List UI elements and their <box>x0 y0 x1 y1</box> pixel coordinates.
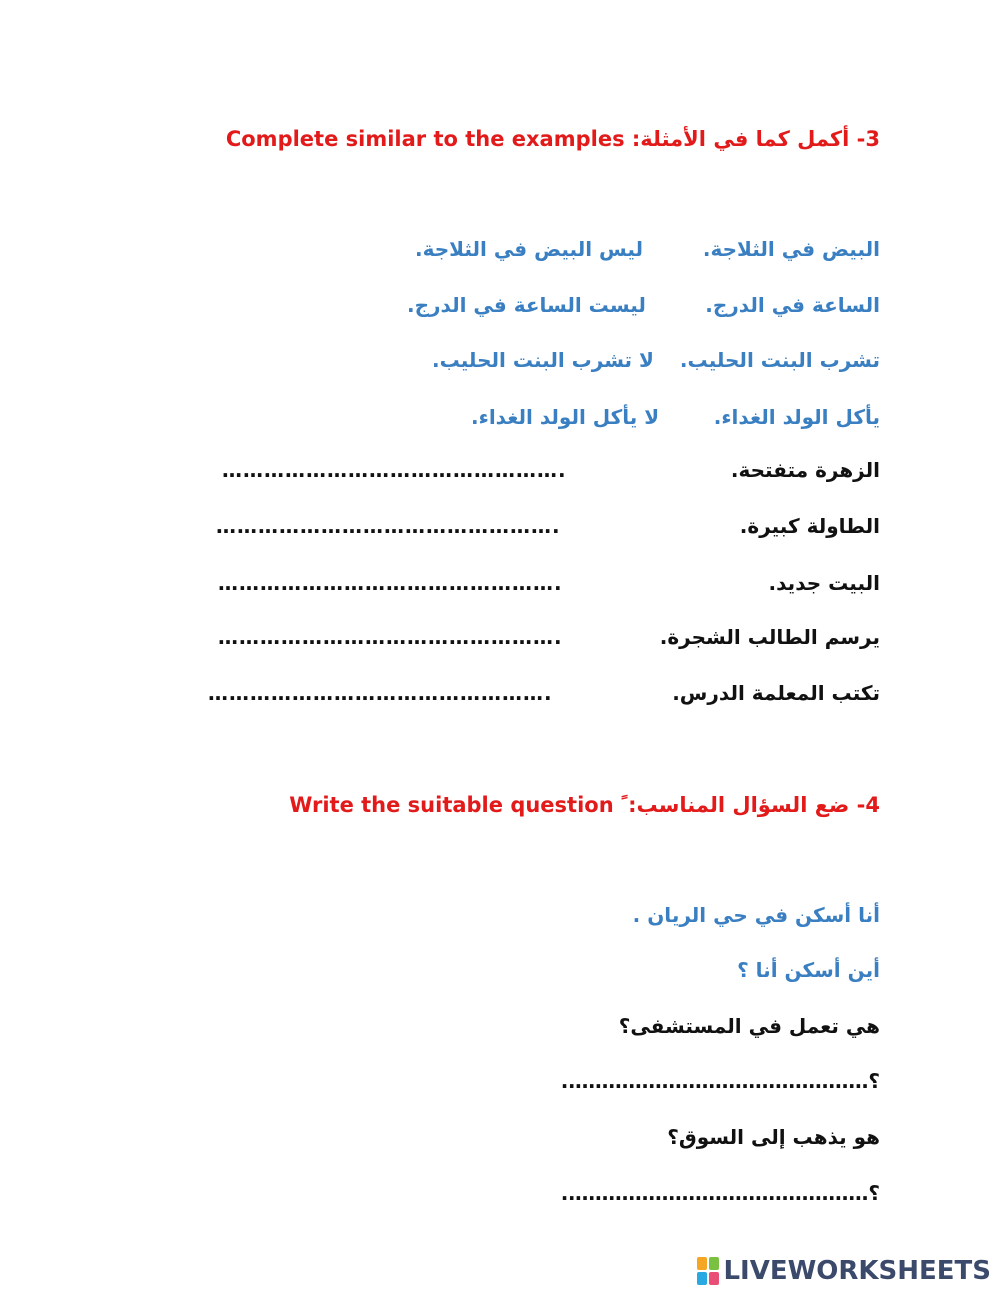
example-answer-3: لا تشرب البنت الحليب. <box>432 348 654 372</box>
exercise-sentence-3: البيت جديد. <box>768 571 880 595</box>
exercise-blank-4[interactable]: …………………………………………. <box>218 625 563 649</box>
section4-example-question: أين أسكن أنا ؟ <box>737 958 880 982</box>
section4-statement-1: هي تعمل في المستشفى؟ <box>618 1014 880 1038</box>
example-answer-4: لا يأكل الولد الغداء. <box>471 405 660 429</box>
section4-heading-ar: 4- ضع السؤال المناسب: ً <box>620 793 880 817</box>
section4-heading <box>289 790 880 820</box>
exercise-blank-2[interactable]: …………………………………………. <box>216 514 561 538</box>
liveworksheets-logo <box>697 1254 991 1288</box>
example-sentence-2: الساعة في الدرج. <box>705 293 880 317</box>
example-answer-2: ليست الساعة في الدرج. <box>407 293 646 317</box>
exercise-blank-3[interactable]: …………………………………………. <box>218 571 563 595</box>
example-sentence-3: تشرب البنت الحليب. <box>679 348 880 372</box>
section4-statement-2: هو يذهب إلى السوق؟ <box>667 1125 880 1149</box>
exercise-blank-5[interactable]: …………………………………………. <box>208 681 553 705</box>
example-answer-1: ليس البيض في الثلاجة. <box>415 237 643 261</box>
section3-heading-en: Complete similar to the examples <box>225 127 625 151</box>
liveworksheets-logo-icon <box>697 1257 719 1285</box>
section4-example-statement: أنا أسكن في حي الريان . <box>632 903 880 927</box>
section3-heading-ar: 3- أكمل كما في الأمثلة: <box>631 127 880 151</box>
example-sentence-1: البيض في الثلاجة. <box>702 237 880 261</box>
section4-blank-2[interactable]: ؟………………………………………. <box>560 1181 880 1205</box>
section3-heading <box>226 124 880 154</box>
logo-text: LIVEWORKSHEETS <box>723 1256 991 1286</box>
section4-heading-en: Write the suitable question <box>289 793 614 817</box>
example-sentence-4: يأكل الولد الغداء. <box>713 405 880 429</box>
section4-blank-1[interactable]: ؟………………………………………. <box>560 1069 880 1093</box>
exercise-sentence-5: تكتب المعلمة الدرس. <box>672 681 880 705</box>
exercise-blank-1[interactable]: …………………………………………. <box>222 458 567 482</box>
exercise-sentence-1: الزهرة متفتحة. <box>730 458 880 482</box>
exercise-sentence-2: الطاولة كبيرة. <box>739 514 880 538</box>
exercise-sentence-4: يرسم الطالب الشجرة. <box>659 625 880 649</box>
